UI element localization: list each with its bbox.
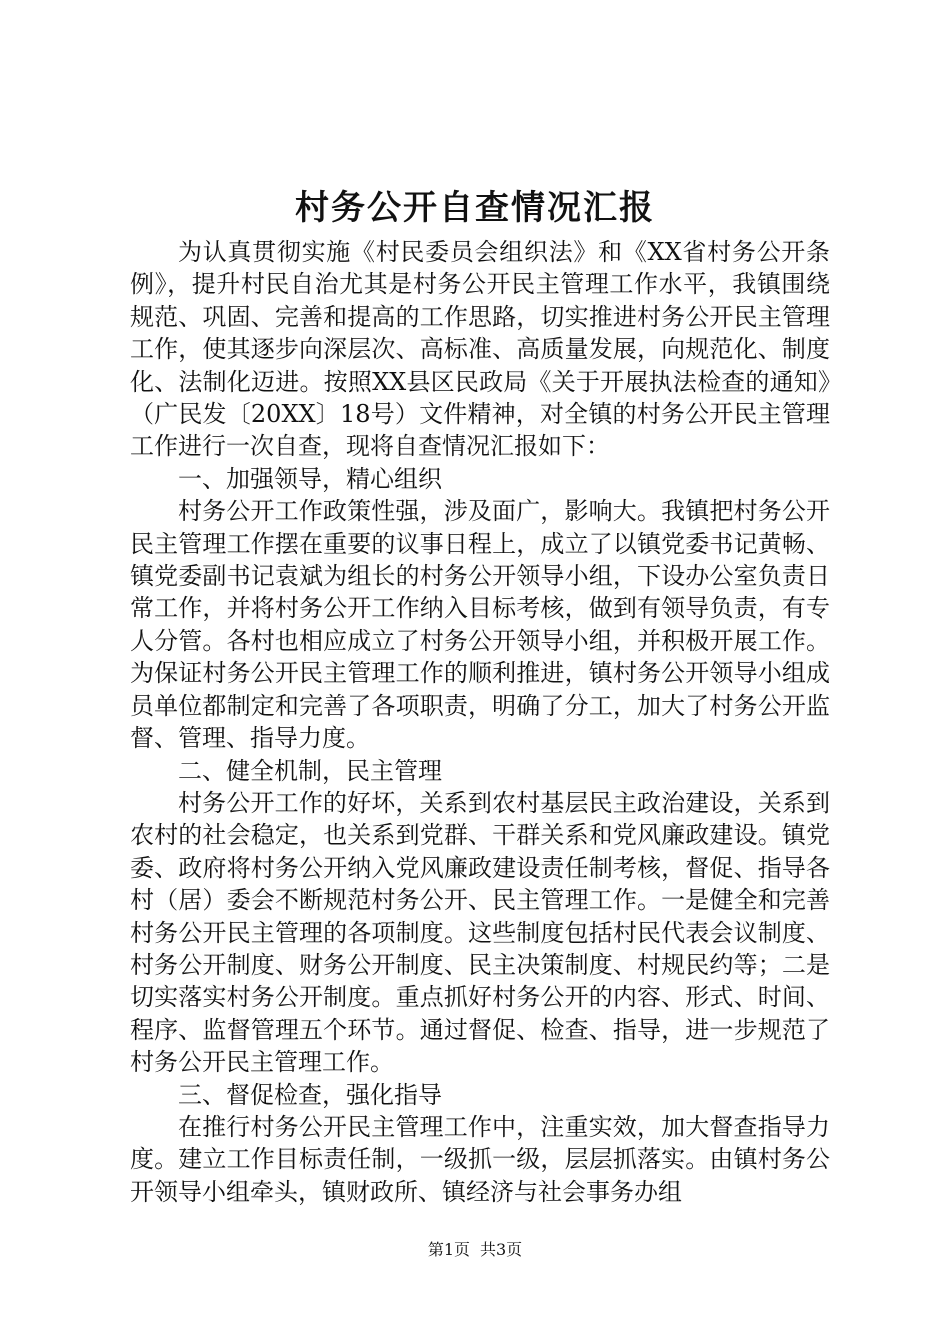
section-heading-1: 一、加强领导，精心组织 bbox=[178, 464, 442, 493]
paragraph-section-1: 村务公开工作政策性强，涉及面广，影响大。我镇把村务公开民主管理工作摆在重要的议事日程上，成立了以镇党委书记黄畅、镇党委副书记袁斌为组长的村务公开领导小组，下设办公室负责日常工作，并将村务公开工作纳入目标考核，做到有领导负责，有专人分管。各村也相应成立了村务公开领导小组，并积极开展工作。为保证村务公开民主管理工作的顺利推进，镇村务公开领导小组成员单位都制定和完善了各项职责，明确了分工，加大了村务公开监督、管理、指导力度。 bbox=[130, 497, 830, 753]
document-title: 村务公开自查情况汇报 bbox=[295, 188, 655, 228]
page-number: 第1页 bbox=[427, 1240, 470, 1259]
page-footer bbox=[0, 1238, 950, 1262]
document-body bbox=[130, 236, 830, 1208]
paragraph-intro: 为认真贯彻实施《村民委员会组织法》和《XX省村务公开条例》，提升村民自治尤其是村务公开民主管理工作水平，我镇围绕规范、巩固、完善和提高的工作思路，切实推进村务公开民主管理工作，使其逐步向深层次、高标准、高质量发展，向规范化、制度化、法制化迈进。按照XX县区民政局《关于开展执法检查的通知》（广民发〔20XX〕18号）文件精神，对全镇的村务公开民主管理工作进行一次自查，现将自查情况汇报如下： bbox=[130, 238, 830, 461]
page-total: 共3页 bbox=[480, 1240, 523, 1259]
section-heading-2: 二、健全机制，民主管理 bbox=[178, 756, 442, 785]
section-heading-3: 三、督促检查，强化指导 bbox=[178, 1080, 442, 1109]
paragraph-section-2: 村务公开工作的好坏，关系到农村基层民主政治建设，关系到农村的社会稳定，也关系到党群、干群关系和党风廉政建设。镇党委、政府将村务公开纳入党风廉政建设责任制考核，督促、指导各村（居）委会不断规范村务公开、民主管理工作。一是健全和完善村务公开民主管理的各项制度。这些制度包括村民代表会议制度、村务公开制度、财务公开制度、民主决策制度、村规民约等；二是切实落实村务公开制度。重点抓好村务公开的内容、形式、时间、程序、监督管理五个环节。通过督促、检查、指导，进一步规范了村务公开民主管理工作。 bbox=[130, 788, 830, 1077]
paragraph-section-3: 在推行村务公开民主管理工作中，注重实效，加大督查指导力度。建立工作目标责任制，一级抓一级，层层抓落实。由镇村务公开领导小组牵头，镇财政所、镇经济与社会事务办组 bbox=[130, 1112, 830, 1206]
